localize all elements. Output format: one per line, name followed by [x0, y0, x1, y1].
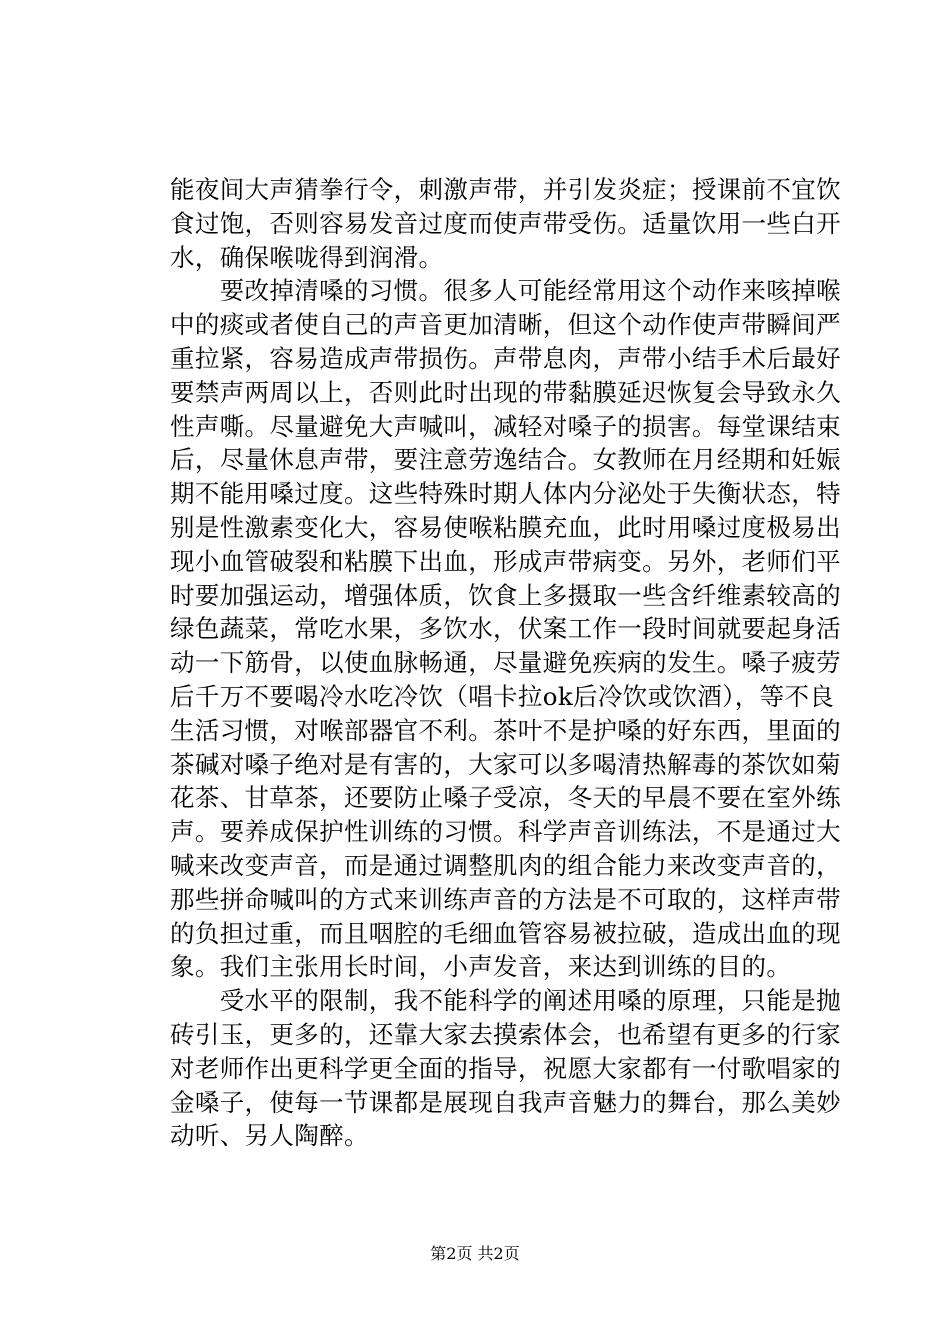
text-line: 生活习惯，对喉部器官不利。茶叶不是护嗓的好东西，里面的	[170, 715, 841, 745]
page-number: 第2页 共2页	[430, 1244, 520, 1263]
text-line: 时要加强运动，增强体质，饮食上多摄取一些含纤维素较高的	[170, 580, 841, 610]
text-line: 能夜间大声猜拳行令，刺激声带，并引发炎症；授课前不宜饮	[170, 175, 841, 204]
text-line: 喊来改变声音，而是通过调整肌肉的组合能力来改变声音的，	[170, 850, 841, 880]
text-line: 茶碱对嗓子绝对是有害的，大家可以多喝清热解毒的茶饮如菊	[170, 749, 841, 779]
text-line: 水，确保喉咙得到润滑。	[170, 242, 444, 272]
text-line: 声。要养成保护性训练的习惯。科学声音训练法，不是通过大	[170, 817, 841, 847]
text-line: 要禁声两周以上，否则此时出现的带黏膜延迟恢复会导致永久	[170, 377, 841, 407]
text-line: 食过饱，否则容易发音过度而使声带受伤。适量饮用一些白开	[170, 208, 841, 238]
text-line: 动听、另人陶醉。	[170, 1121, 369, 1151]
text-line: 的负担过重，而且咽腔的毛细血管容易被拉破，造成出血的现	[170, 918, 841, 948]
text-line: 象。我们主张用长时间，小声发音，来达到训练的目的。	[170, 952, 792, 982]
text-line: 花茶、甘草茶，还要防止嗓子受凉，冬天的早晨不要在室外练	[170, 783, 841, 813]
text-line: 现小血管破裂和粘膜下出血，形成声带病变。另外，老师们平	[170, 546, 841, 576]
text-line: 绿色蔬菜，常吃水果，多饮水，伏案工作一段时间就要起身活	[170, 614, 841, 644]
text-line: 期不能用嗓过度。这些特殊时期人体内分泌处于失衡状态，特	[170, 479, 841, 509]
text-line: 别是性激素变化大，容易使喉粘膜充血，此时用嗓过度极易出	[170, 512, 841, 542]
text-line: 性声嘶。尽量避免大声喊叫，减轻对嗓子的损害。每堂课结束	[170, 411, 841, 441]
text-line: 要改掉清嗓的习惯。很多人可能经常用这个动作来咳掉喉	[170, 276, 841, 306]
text-line: 对老师作出更科学更全面的指导，祝愿大家都有一付歌唱家的	[170, 1053, 841, 1083]
text-line: 金嗓子，使每一节课都是展现自我声音魅力的舞台，那么美妙	[170, 1087, 841, 1117]
text-line: 重拉紧，容易造成声带损伤。声带息肉，声带小结手术后最好	[170, 343, 841, 373]
text-line: 中的痰或者使自己的声音更加清晰，但这个动作使声带瞬间严	[170, 310, 841, 340]
text-line: 那些拼命喊叫的方式来训练声音的方法是不可取的，这样声带	[170, 884, 841, 914]
text-line: 后，尽量休息声带，要注意劳逸结合。女教师在月经期和妊娠	[170, 445, 841, 475]
text-line: 砖引玉，更多的，还靠大家去摸索体会，也希望有更多的行家	[170, 1019, 841, 1049]
text-line: 受水平的限制，我不能科学的阐述用嗓的原理，只能是抛	[170, 986, 841, 1016]
body-text	[170, 173, 841, 1153]
text-line: 动一下筋骨，以使血脉畅通，尽量避免疾病的发生。嗓子疲劳	[170, 648, 841, 678]
text-line: 后千万不要喝冷水吃冷饮（唱卡拉ok后冷饮或饮酒），等不良	[170, 681, 835, 711]
